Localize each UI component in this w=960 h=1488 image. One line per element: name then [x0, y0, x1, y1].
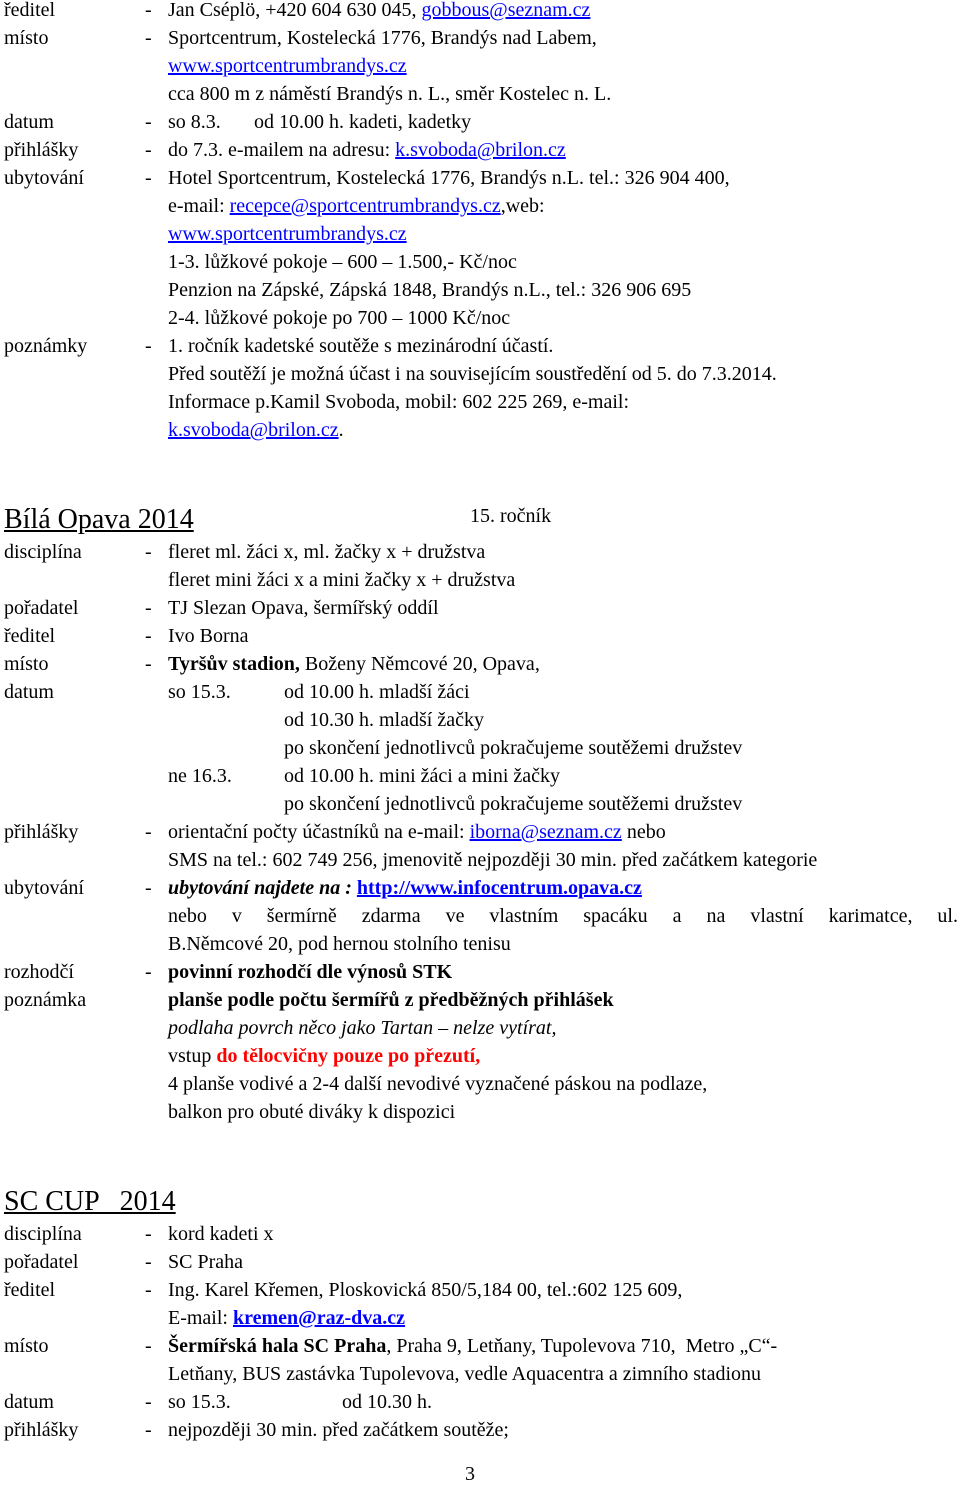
ubytovani-email-line: e-mail: recepce@sportcentrumbrandys.cz,web:	[168, 195, 545, 217]
dash: -	[145, 27, 152, 49]
email-link-svoboda[interactable]: k.svoboda@brilon.cz	[395, 139, 566, 161]
label-rozhodci-2: rozhodčí	[4, 961, 74, 983]
label-ubytovani-2: ubytování	[4, 877, 84, 899]
dash: -	[145, 961, 152, 983]
section-title-bila-opava: Bílá Opava 2014	[4, 504, 194, 535]
reditel-value-2: Ivo Borna	[168, 625, 249, 647]
dash: -	[145, 1391, 152, 1413]
misto-value-2: Tyršův stadion, Boženy Němcové 20, Opava,	[168, 653, 540, 675]
dash: -	[145, 1251, 152, 1273]
web-link-sportcentrum[interactable]: www.sportcentrumbrandys.cz	[168, 55, 407, 77]
poradatel-value-2: TJ Slezan Opava, šermířský oddíl	[168, 597, 439, 619]
page-number: 3	[465, 1463, 475, 1485]
label-reditel-1: ředitel	[4, 0, 56, 21]
label-prihlasky-2: přihlášky	[4, 821, 79, 843]
label-datum-3: datum	[4, 1391, 54, 1413]
rozhodci-value-2: povinní rozhodčí dle výnosů STK	[168, 961, 453, 983]
dash: -	[145, 167, 152, 189]
label-poradatel-2: pořadatel	[4, 597, 79, 619]
label-disciplina-2: disciplína	[4, 541, 82, 563]
poznamky-line-1: 1. ročník kadetské soutěže s mezinárodní účastí.	[168, 335, 554, 357]
datum-time-2e: po skončení jednotlivců pokračujeme soutěžemi družstev	[284, 793, 743, 815]
datum-day-1: so 8.3.	[168, 111, 221, 133]
misto-line-3a: Šermířská hala SC Praha, Praha 9, Letňany, Tupolevova 710, Metro „C“-	[168, 1335, 778, 1357]
poznamka-line-3: vstup do tělocvičny pouze po přezutí,	[168, 1045, 481, 1067]
datum-time-1: od 10.00 h. kadeti, kadetky	[254, 111, 472, 133]
web-link-infocentrum[interactable]: http://www.infocentrum.opava.cz	[356, 877, 642, 899]
poznamky-line-2: Před soutěží je možná účast i na souvisejícím soustředění od 5. do 7.3.2014.	[168, 363, 777, 385]
dash: -	[145, 139, 152, 161]
label-prihlasky-3: přihlášky	[4, 1419, 79, 1441]
poznamka-line-1: planše podle počtu šermířů z předběžných přihlášek	[168, 989, 614, 1011]
disciplina-line-2: fleret mini žáci x a mini žačky x + družstva	[168, 569, 516, 591]
dash: -	[145, 653, 152, 675]
email-link-gobbous[interactable]: gobbous@seznam.cz	[421, 0, 591, 21]
poznamky-line-3: Informace p.Kamil Svoboda, mobil: 602 225 269, e-mail:	[168, 391, 630, 413]
ubytovani-line-1: Hotel Sportcentrum, Kostelecká 1776, Brandýs n.L. tel.: 326 904 400,	[168, 167, 730, 189]
rocnik-label: 15. ročník	[470, 505, 552, 527]
prihlasky-line-2b: SMS na tel.: 602 749 256, jmenovitě nejpozději 30 min. před začátkem kategorie	[168, 849, 818, 871]
ubytovani-line-2a: ubytování najdete na : http://www.infocentrum.opava.cz	[168, 877, 642, 899]
dash: -	[145, 335, 152, 357]
disciplina-value-3: kord kadeti x	[168, 1223, 274, 1245]
dash: -	[145, 0, 152, 21]
dash: -	[145, 1279, 152, 1301]
reditel-email-line-3: E-mail: kremen@raz-dva.cz	[168, 1307, 406, 1329]
poradatel-value-3: SC Praha	[168, 1251, 243, 1273]
label-misto-2: místo	[4, 653, 49, 675]
dash: -	[145, 1335, 152, 1357]
dash: -	[145, 111, 152, 133]
datum-time-2b: od 10.30 h. mladší žačky	[284, 709, 484, 731]
ubytovani-line-4: 1-3. lůžkové pokoje – 600 – 1.500,- Kč/noc	[168, 251, 517, 273]
disciplina-line-1: fleret ml. žáci x, ml. žačky x + družstva	[168, 541, 486, 563]
dash: -	[145, 625, 152, 647]
label-poradatel-3: pořadatel	[4, 1251, 79, 1273]
label-poznamka-2: poznámka	[4, 989, 87, 1011]
dash: -	[145, 1223, 152, 1245]
email-link-iborna[interactable]: iborna@seznam.cz	[469, 821, 622, 843]
prihlasky-line-2a: orientační počty účastníků na e-mail: iborna@seznam.cz nebo	[168, 821, 666, 843]
ubytovani-line-6: 2-4. lůžkové pokoje po 700 – 1000 Kč/noc	[168, 307, 511, 329]
reditel-line-3a: Ing. Karel Křemen, Ploskovická 850/5,184 00, tel.:602 125 609,	[168, 1279, 683, 1301]
web-link-sportcentrum-2[interactable]: www.sportcentrumbrandys.cz	[168, 223, 407, 245]
datum-day-3: so 15.3.	[168, 1391, 231, 1413]
poznamka-line-4: 4 planše vodivé a 2-4 další nevodivé vyznačené páskou na podlaze,	[168, 1073, 708, 1095]
misto-line-3b: Letňany, BUS zastávka Tupolevova, vedle Aquacentra a zimního stadionu	[168, 1363, 762, 1385]
prihlasky-value-1: do 7.3. e-mailem na adresu: k.svoboda@brilon.cz	[168, 139, 566, 161]
poznamka-line-2: podlaha povrch něco jako Tartan – nelze vytírat,	[168, 1017, 557, 1039]
datum-time-2d: od 10.00 h. mini žáci a mini žačky	[284, 765, 561, 787]
label-misto-3: místo	[4, 1335, 49, 1357]
label-reditel-3: ředitel	[4, 1279, 56, 1301]
ubytovani-line-2b: nebo v šermírně zdarma ve vlastním spacáku a na vlastní karimatce, ul.	[168, 905, 958, 927]
poznamky-email-line: k.svoboda@brilon.cz.	[168, 419, 344, 441]
ubytovani-line-2c: B.Němcové 20, pod hernou stolního tenisu	[168, 933, 511, 955]
ubytovani-line-5: Penzion na Zápské, Zápská 1848, Brandýs n.L., tel.: 326 906 695	[168, 279, 692, 301]
datum-time-2c: po skončení jednotlivců pokračujeme soutěžemi družstev	[284, 737, 743, 759]
label-datum-2: datum	[4, 681, 54, 703]
datum-time-2a: od 10.00 h. mladší žáci	[284, 681, 470, 703]
prihlasky-value-3: nejpozději 30 min. před začátkem soutěže;	[168, 1419, 509, 1441]
label-ubytovani-1: ubytování	[4, 167, 84, 189]
dash: -	[145, 541, 152, 563]
datum-time-3: od 10.30 h.	[342, 1391, 432, 1413]
email-link-svoboda-2[interactable]: k.svoboda@brilon.cz	[168, 419, 339, 441]
reditel-value-1: Jan Cséplö, +420 604 630 045, gobbous@seznam.cz	[168, 0, 591, 21]
dash: -	[145, 1419, 152, 1441]
label-poznamky-1: poznámky	[4, 335, 88, 357]
email-link-kremen[interactable]: kremen@raz-dva.cz	[232, 1307, 406, 1329]
email-link-recepce[interactable]: recepce@sportcentrumbrandys.cz	[229, 195, 501, 217]
dash: -	[145, 821, 152, 843]
label-misto-1: místo	[4, 27, 49, 49]
label-disciplina-3: disciplína	[4, 1223, 82, 1245]
label-reditel-2: ředitel	[4, 625, 56, 647]
section-title-sc-cup: SC CUP 2014	[4, 1186, 176, 1217]
label-prihlasky-1: přihlášky	[4, 139, 79, 161]
label-datum-1: datum	[4, 111, 54, 133]
poznamka-line-5: balkon pro obuté diváky k dispozici	[168, 1101, 456, 1123]
dash: -	[145, 597, 152, 619]
misto-value-1: Sportcentrum, Kostelecká 1776, Brandýs nad Labem,	[168, 27, 597, 49]
datum-day-2a: so 15.3.	[168, 681, 231, 703]
misto-note-1: cca 800 m z náměstí Brandýs n. L., směr Kostelec n. L.	[168, 83, 612, 105]
dash: -	[145, 877, 152, 899]
datum-day-2b: ne 16.3.	[168, 765, 232, 787]
